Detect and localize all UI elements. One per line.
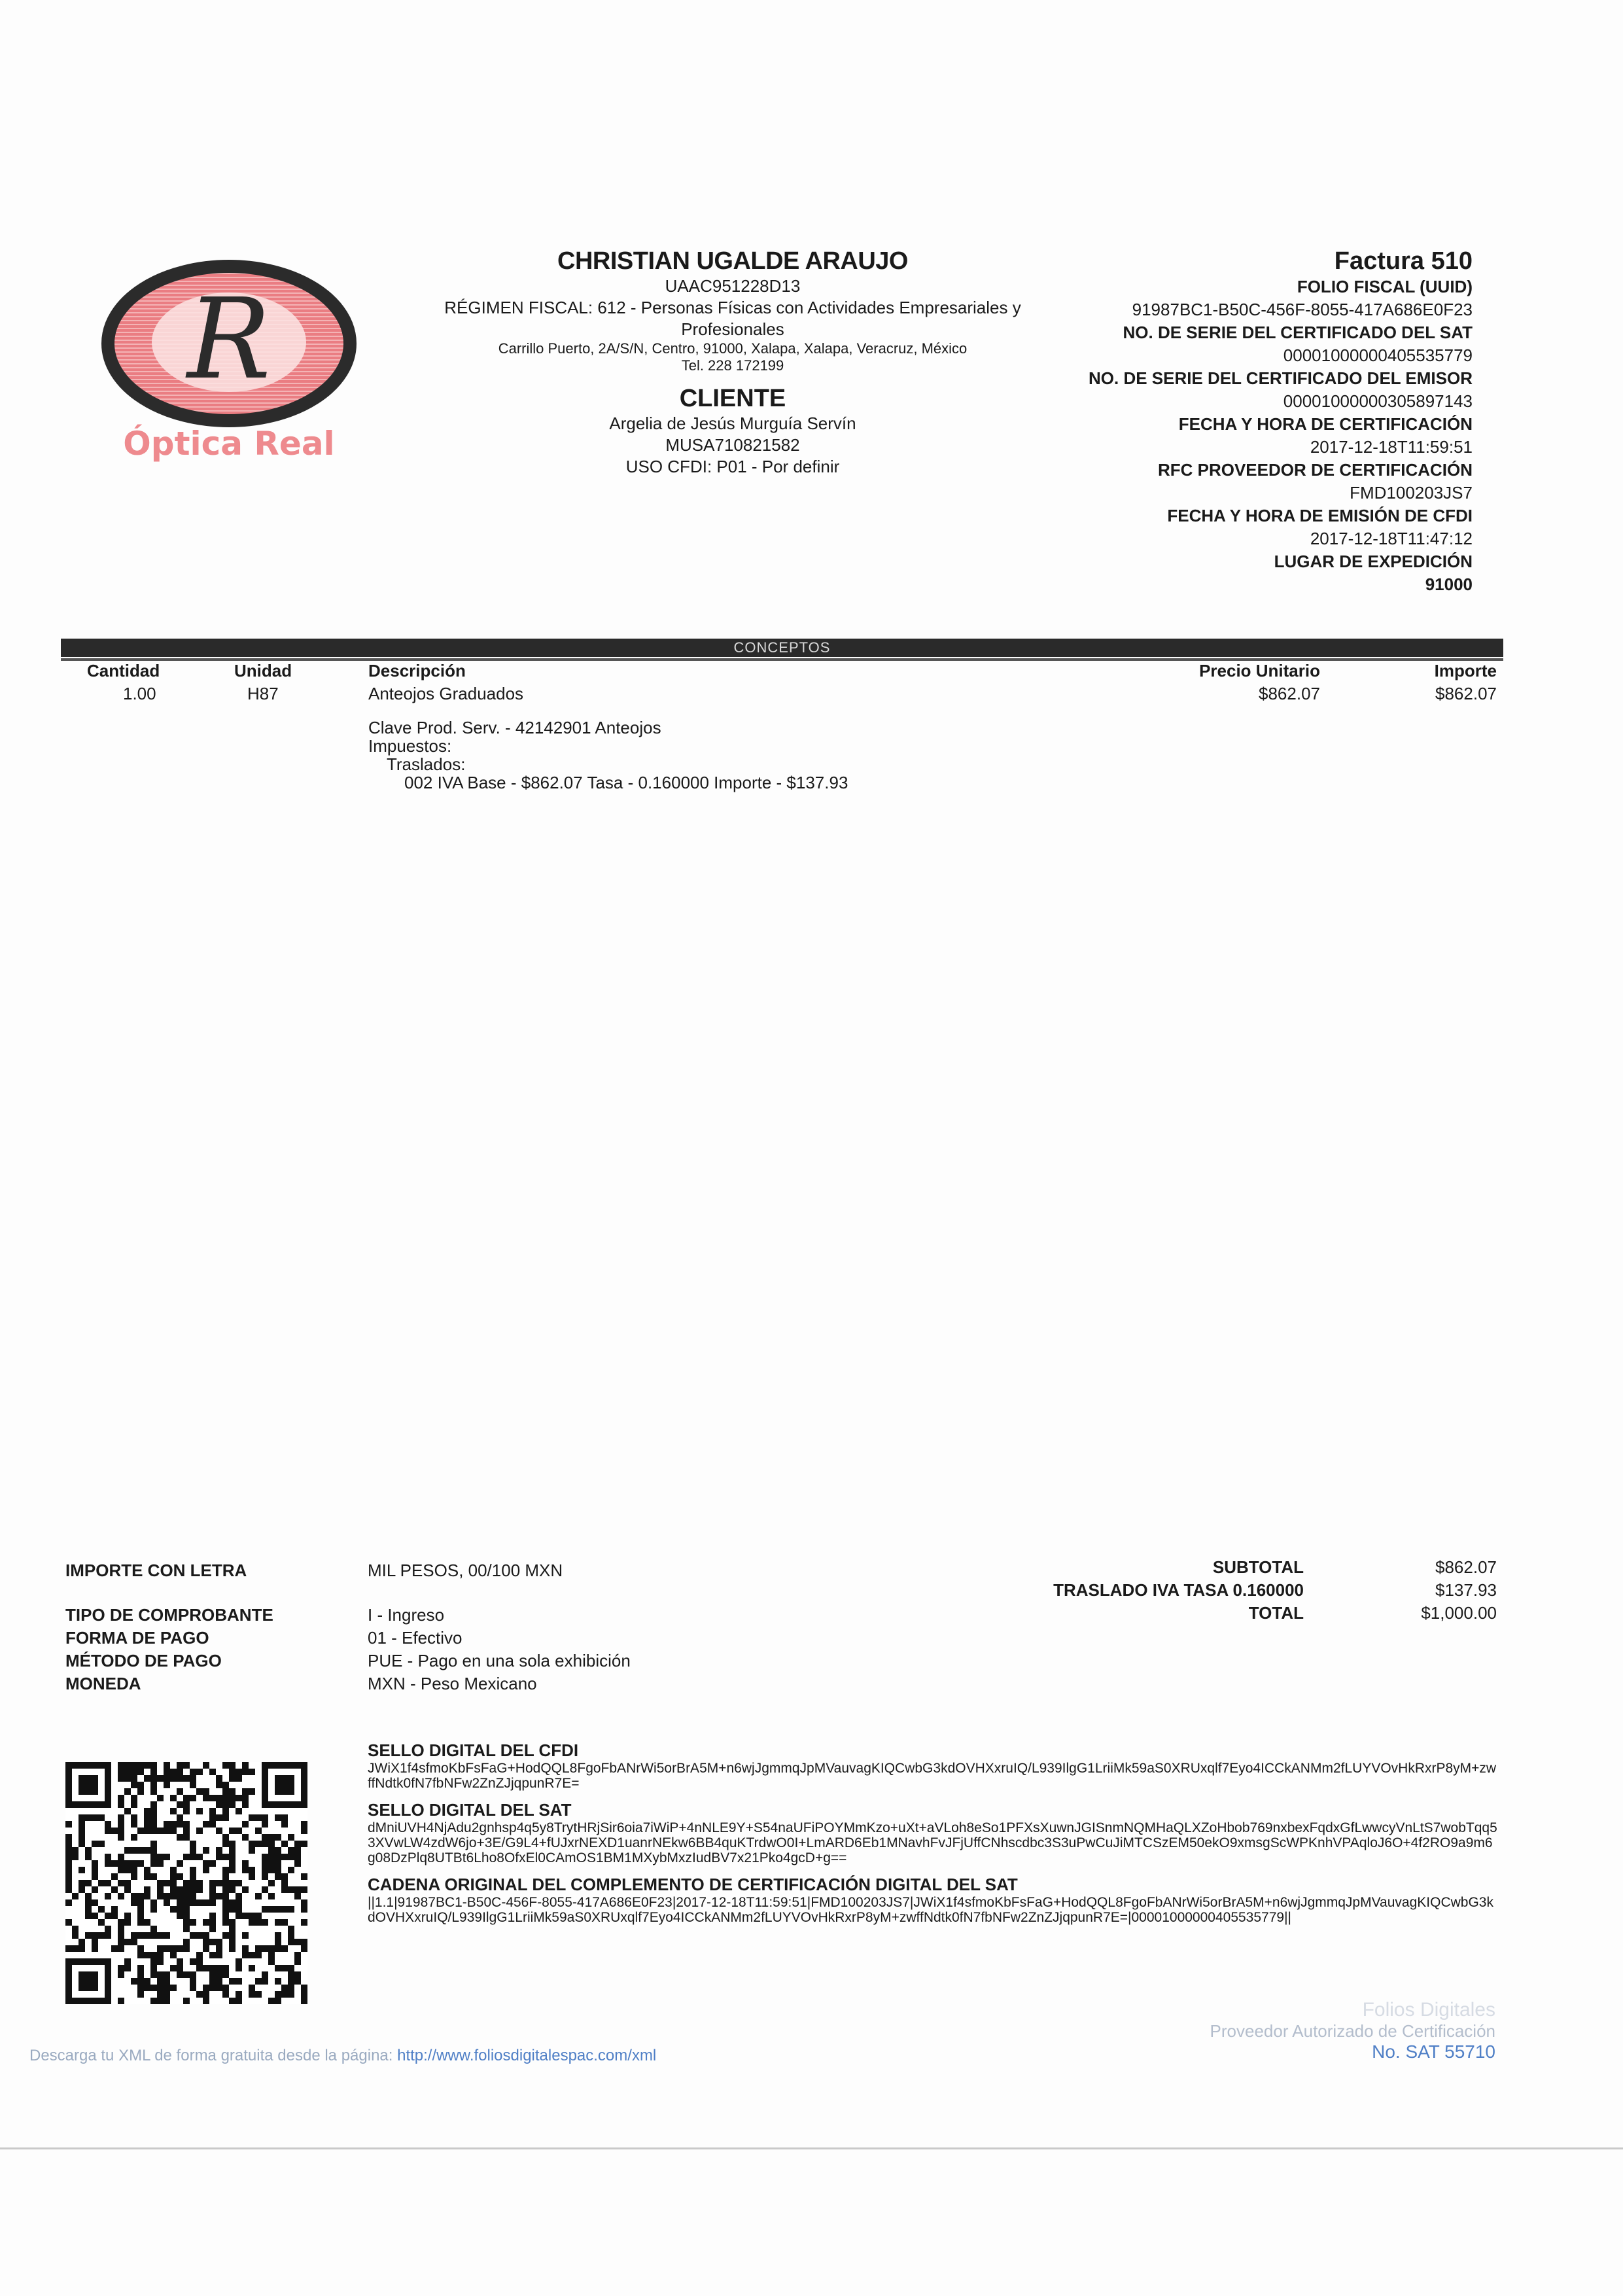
cadena-original-label: CADENA ORIGINAL DEL COMPLEMENTO DE CERTIFICACIÓN DIGITAL DEL SAT: [368, 1875, 1018, 1894]
traslados-label: Traslados:: [387, 754, 466, 774]
cliente-rfc: MUSA710821582: [665, 435, 800, 455]
footer-xml-link[interactable]: http://www.foliosdigitalespac.com/xml: [397, 2047, 657, 2064]
total-value: $1,000.00: [1421, 1603, 1497, 1623]
fecha-certificacion-label: FECHA Y HORA DE CERTIFICACIÓN: [1178, 414, 1473, 434]
footer-no-sat: No. SAT 55710: [1372, 2041, 1495, 2062]
sello-sat-label: SELLO DIGITAL DEL SAT: [368, 1800, 572, 1820]
header-cantidad: Cantidad: [87, 661, 160, 680]
impuestos-label: Impuestos:: [368, 736, 452, 756]
emisor-rfc: UAAC951228D13: [665, 276, 801, 296]
emisor-address: Carrillo Puerto, 2A/S/N, Centro, 91000, Xalapa, Xalapa, Veracruz, México: [498, 340, 968, 357]
svg-text:R: R: [187, 275, 271, 404]
rfc-proveedor-value: FMD100203JS7: [1350, 483, 1473, 503]
emisor-regimen: RÉGIMEN FISCAL: 612 - Personas Físicas con Actividades Empresariales y Profesionales: [444, 298, 1021, 339]
serie-emisor-label: NO. DE SERIE DEL CERTIFICADO DEL EMISOR: [1089, 368, 1473, 388]
serie-sat-label: NO. DE SERIE DEL CERTIFICADO DEL SAT: [1123, 323, 1473, 342]
logo-brand-text: Óptica Real: [123, 425, 335, 463]
folio-fiscal-value: 91987BC1-B50C-456F-8055-417A686E0F23: [1132, 300, 1473, 319]
scan-edge-line: [0, 2147, 1623, 2149]
footer-brand: Folios Digitales: [1362, 1999, 1495, 2021]
fecha-emision-value: 2017-12-18T11:47:12: [1310, 529, 1473, 548]
forma-pago-value: 01 - Efectivo: [368, 1628, 462, 1648]
factura-block: [1002, 247, 1473, 596]
row-descripcion: Anteojos Graduados: [368, 684, 524, 703]
sello-cfdi-label: SELLO DIGITAL DEL CFDI: [368, 1740, 579, 1760]
sello-cfdi-value: JWiX1f4sfmoKbFsFaG+HodQQL8FgoFbANrWi5orBrA5M+n6wjJgmmqJpMVauvagKIQCwbG3kdOVHXxruIQ/L939IlgG1LriiMk59aS0XRUxqlf7Eyo4ICCkANMm2fLUYVOvHkRxrP8yM+zwffNdtk0fN7fbNFw2ZnZJjqpunR7E=: [368, 1761, 1497, 1791]
footer-descarga-text: Descarga tu XML de forma gratuita desde la página:: [29, 2047, 398, 2064]
iva-detail: 002 IVA Base - $862.07 Tasa - 0.160000 Importe - $137.93: [404, 773, 848, 792]
footer-proveedor: Proveedor Autorizado de Certificación: [1210, 2021, 1495, 2041]
optica-real-logo: [98, 258, 360, 468]
footer-descarga: [29, 2047, 656, 2065]
row-cantidad: 1.00: [123, 684, 156, 703]
cliente-uso-cfdi: USO CFDI: P01 - Por definir: [625, 457, 840, 476]
folio-fiscal-label: FOLIO FISCAL (UUID): [1297, 277, 1473, 296]
emisor-tel: Tel. 228 172199: [681, 357, 784, 374]
tipo-comprobante-value: I - Ingreso: [368, 1605, 445, 1625]
tipo-comprobante-label: TIPO DE COMPROBANTE: [65, 1605, 273, 1625]
cliente-name: Argelia de Jesús Murguía Servín: [609, 414, 856, 433]
forma-pago-label: FORMA DE PAGO: [65, 1628, 209, 1648]
metodo-pago-value: PUE - Pago en una sola exhibición: [368, 1651, 631, 1670]
header-descripcion: Descripción: [368, 661, 466, 680]
moneda-label: MONEDA: [65, 1674, 141, 1693]
qr-code: [65, 1762, 307, 2004]
importe-letra-label: IMPORTE CON LETRA: [65, 1561, 247, 1580]
total-label: TOTAL: [1248, 1603, 1304, 1623]
header-unidad: Unidad: [234, 661, 292, 680]
fecha-emision-label: FECHA Y HORA DE EMISIÓN DE CFDI: [1167, 506, 1473, 525]
metodo-pago-label: MÉTODO DE PAGO: [65, 1651, 222, 1670]
row-precio-unitario: $862.07: [1259, 684, 1320, 703]
emisor-block: [399, 247, 1066, 478]
factura-title: Factura 510: [1334, 247, 1473, 275]
conceptos-bar: CONCEPTOS: [61, 639, 1503, 657]
importe-letra-value: MIL PESOS, 00/100 MXN: [368, 1561, 563, 1580]
emisor-name: CHRISTIAN UGALDE ARAUJO: [557, 247, 908, 275]
footer-pac: [1210, 1999, 1495, 2062]
traslado-iva-label: TRASLADO IVA TASA 0.160000: [1053, 1580, 1304, 1600]
cliente-title: CLIENTE: [679, 385, 786, 412]
header-precio-unitario: Precio Unitario: [1199, 661, 1320, 680]
subtotal-value: $862.07: [1435, 1557, 1497, 1577]
subtotal-label: SUBTOTAL: [1212, 1557, 1304, 1577]
cadena-original-value: ||1.1|91987BC1-B50C-456F-8055-417A686E0F23|2017-12-18T11:59:51|FMD100203JS7|JWiX1f4sfmoKbFsFaG+HodQQL8FgoFbANrWi5orBrA5M+n6wjJgmmqJpMVauvagKIQCwbG3kdOVHXxruIQ/L939IlgG1LriiMk59aS0XRUxqlf7Eyo4ICCkANMm2fLUYVOvHkRxrP8yM+zwffNdtk0fN7fbNFw2ZnZJjqpunR7E=|00001000000405535779||: [368, 1895, 1493, 1925]
sello-sat-value: dMniUVH4NjAdu2gnhsp4q5y8TrytHRjSir6oia7iWiP+4nNLE9Y+S54naUFiPOYMmKzo+uXt+aVLoh8eSo1PFXsXuwnJGISnmNQMHaQLXZoHbob769nxbexFqdxGfLwwcyVnLtS7wobTqq53XVwLW4zdW6jo+3E/G9L4+fUJxrNEXD1uanrNEkw6BB4quKTrdwO0I+LmARD6Eb1MNavhFvJFjUffCNhscdbc3S3uPwCuJiMTCSzEM50ekO9xmsgScWPKnhVPAqloJ6O+4f2RO9a9m6g08DzPlq8UTBt6Lho8OfxEl0CAmOS1BM1MXybMxzIudBV7x21Pko4gcD+g==: [368, 1820, 1497, 1865]
serie-emisor-value: 00001000000305897143: [1283, 391, 1473, 411]
row-unidad: H87: [247, 684, 279, 703]
clave-prod-serv: Clave Prod. Serv. - 42142901 Anteojos: [368, 718, 661, 737]
header-importe: Importe: [1434, 661, 1497, 680]
row-importe: $862.07: [1435, 684, 1497, 703]
moneda-value: MXN - Peso Mexicano: [368, 1674, 537, 1693]
sellos-block: [368, 1740, 1499, 1925]
lugar-expedicion-value: 91000: [1425, 574, 1473, 594]
fecha-certificacion-value: 2017-12-18T11:59:51: [1310, 437, 1473, 457]
rfc-proveedor-label: RFC PROVEEDOR DE CERTIFICACIÓN: [1157, 460, 1473, 480]
serie-sat-value: 00001000000405535779: [1283, 345, 1473, 365]
lugar-expedicion-label: LUGAR DE EXPEDICIÓN: [1274, 552, 1473, 571]
traslado-iva-value: $137.93: [1435, 1580, 1497, 1600]
